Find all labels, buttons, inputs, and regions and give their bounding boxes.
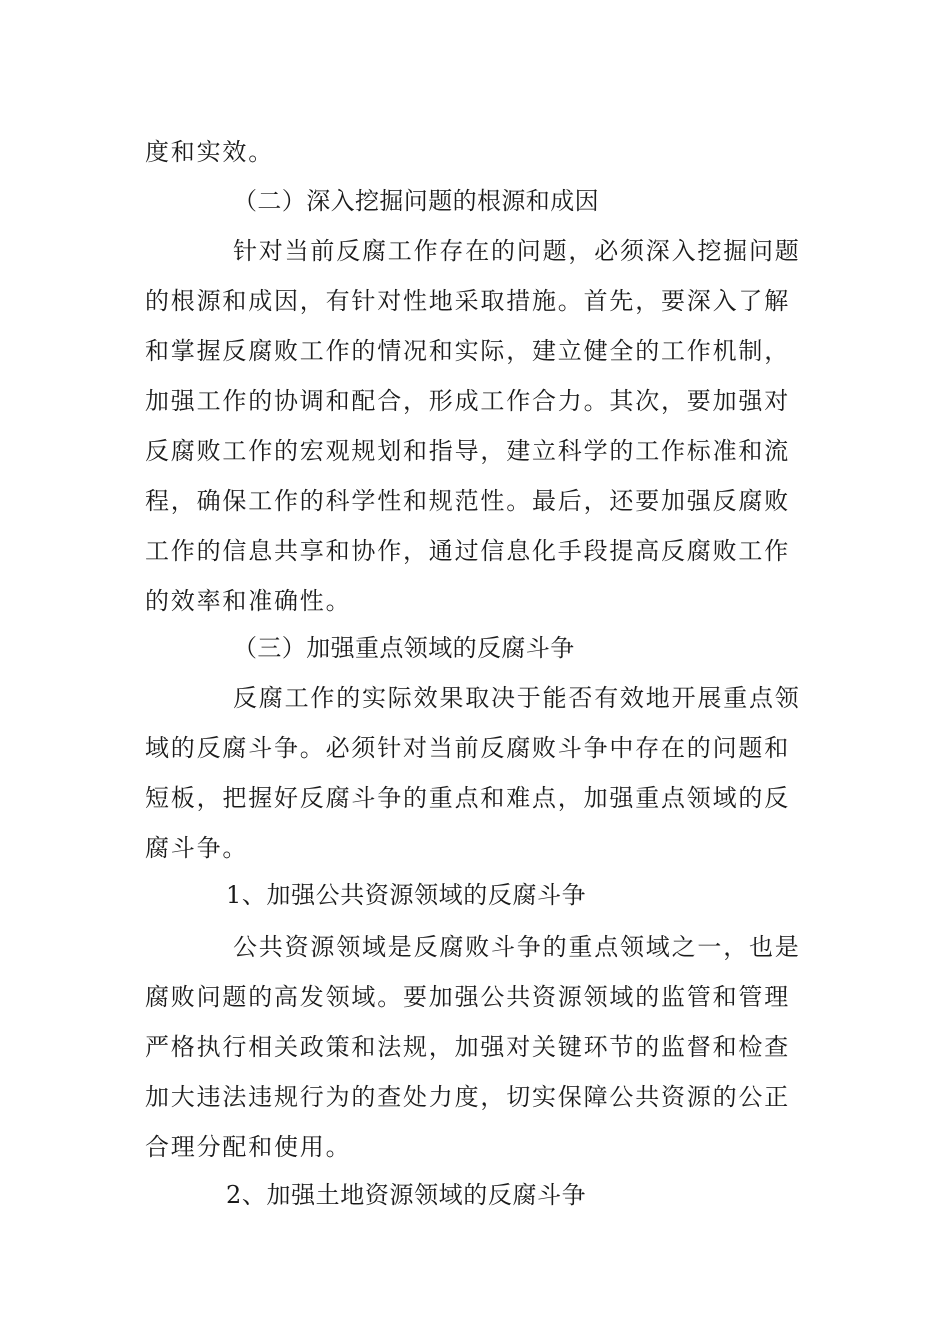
paragraph-line: 程，确保工作的科学性和规范性。最后，还要加强反腐败 <box>145 487 790 515</box>
paragraph-line: 工作的信息共享和协作，通过信息化手段提高反腐败工作 <box>145 537 790 565</box>
subsection-heading-1: 1、加强公共资源领域的反腐斗争 <box>226 881 587 909</box>
paragraph-line: 加大违法违规行为的查处力度，切实保障公共资源的公正 <box>145 1083 790 1111</box>
paragraph-line: 针对当前反腐工作存在的问题，必须深入挖掘问题 <box>233 237 801 265</box>
paragraph-line: 的效率和准确性。 <box>145 587 352 615</box>
paragraph-line: 加强工作的协调和配合，形成工作合力。其次，要加强对 <box>145 387 790 415</box>
section-heading-2: （二）深入挖掘问题的根源和成因 <box>233 187 599 215</box>
paragraph-line: 域的反腐斗争。必须针对当前反腐败斗争中存在的问题和 <box>145 734 790 762</box>
section-heading-3: （三）加强重点领域的反腐斗争 <box>233 634 575 662</box>
paragraph-line: 腐败问题的高发领域。要加强公共资源领域的监管和管理 <box>145 983 790 1011</box>
paragraph-line: 反腐败工作的宏观规划和指导，建立科学的工作标准和流 <box>145 437 790 465</box>
paragraph-line: 反腐工作的实际效果取决于能否有效地开展重点领 <box>233 684 801 712</box>
paragraph-line: 公共资源领域是反腐败斗争的重点领域之一，也是 <box>233 933 801 961</box>
paragraph-line: 合理分配和使用。 <box>145 1133 352 1161</box>
subsection-heading-2: 2、加强土地资源领域的反腐斗争 <box>226 1181 587 1209</box>
paragraph-line: 度和实效。 <box>145 138 274 166</box>
paragraph-line: 腐斗争。 <box>145 834 249 862</box>
paragraph-line: 和掌握反腐败工作的情况和实际，建立健全的工作机制， <box>145 337 790 365</box>
paragraph-line: 的根源和成因，有针对性地采取措施。首先，要深入了解 <box>145 287 790 315</box>
paragraph-line: 短板，把握好反腐斗争的重点和难点，加强重点领域的反 <box>145 784 790 812</box>
paragraph-line: 严格执行相关政策和法规，加强对关键环节的监督和检查 <box>145 1033 790 1061</box>
